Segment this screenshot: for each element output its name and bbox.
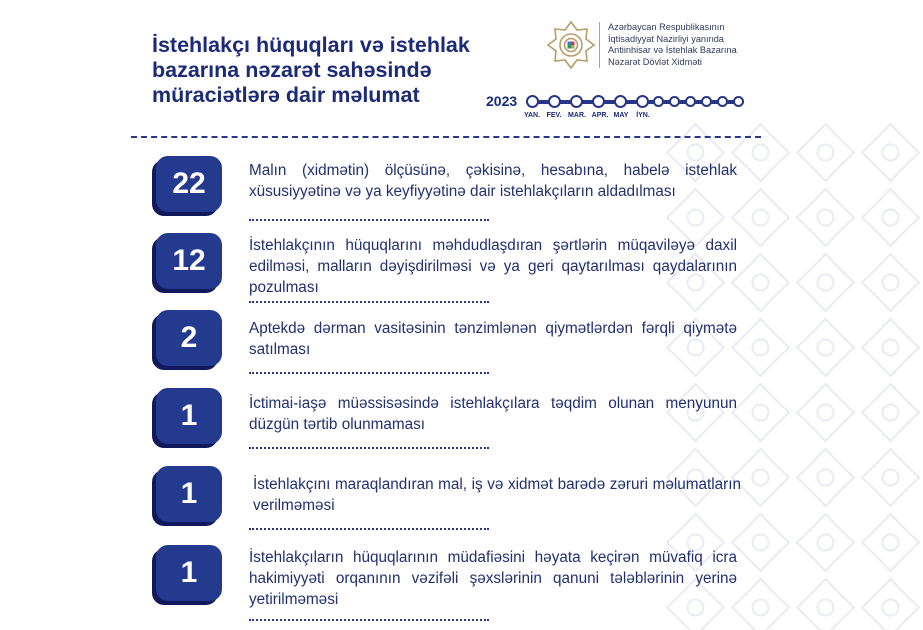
dotted-separator — [249, 219, 489, 221]
timeline-dot — [701, 96, 712, 107]
title-line-2: bazarına nəzarət sahəsində — [152, 58, 432, 82]
agency-name — [599, 22, 798, 68]
count-badge: 1 — [156, 466, 222, 522]
agency-line-2: İqtisadiyyat Nazirliyi yanında — [608, 33, 724, 44]
item-description: Malın (xidmətin) ölçüsünə, çəkisinə, hesabına, habelə istehlak xüsusiyyətinə və ya keyfiyyətinə dair istehlakçıların aldadılması — [249, 162, 737, 200]
dotted-separator — [249, 301, 489, 303]
timeline-month-label: YAN. — [523, 112, 541, 119]
timeline-month-label: APR. — [591, 112, 609, 119]
timeline-month-label: İYN. — [636, 112, 650, 119]
timeline-dot — [636, 95, 649, 108]
timeline-dot — [570, 95, 583, 108]
timeline-dot — [592, 95, 605, 108]
agency-line-1: Azərbaycan Respublikasının — [608, 22, 725, 32]
timeline-year: 2023 — [486, 93, 518, 109]
timeline-dot — [717, 96, 728, 107]
header-divider — [131, 136, 761, 138]
dotted-separator — [249, 619, 489, 621]
agency-line-3: Antiinhisar və İstehlak Bazarına — [608, 45, 737, 56]
item-description: İstehlakçını maraqlandıran mal, iş və xidmət barədə zəruri məlumatların verilməməsi — [253, 476, 741, 514]
timeline-month-label: MAY — [613, 112, 629, 119]
count-badge: 1 — [156, 545, 222, 601]
count-badge: 22 — [156, 156, 222, 212]
page-title — [152, 33, 532, 108]
timeline-month-label: MAR. — [568, 112, 586, 119]
count-badge: 1 — [156, 388, 222, 444]
month-timeline — [486, 89, 756, 123]
agency-emblem-icon — [546, 20, 596, 70]
timeline-dot — [733, 96, 744, 107]
count-badge: 12 — [156, 233, 222, 289]
timeline-dot — [614, 95, 627, 108]
dotted-separator — [249, 372, 489, 374]
timeline-dot — [685, 96, 696, 107]
agency-line-4: Nəzarət Dövlət Xidməti — [608, 56, 702, 67]
timeline-dot — [548, 95, 561, 108]
dotted-separator — [249, 528, 489, 530]
count-badge: 2 — [156, 310, 222, 366]
timeline-dot — [669, 96, 680, 107]
timeline-month-label: FEV. — [546, 112, 562, 119]
item-description: Aptekdə dərman vasitəsinin tənzimlənən qiymətlərdən fərqli qiymətə satılması — [249, 320, 737, 358]
title-line-1: İstehlakçı hüquqları və istehlak — [152, 33, 470, 57]
item-description: İstehlakçıların hüquqlarının müdafiəsini həyata keçirən müvafiq icra hakimiyyəti orqanının vəzifəli şəxslərinin qanuni tələblərinin yerinə yetirilməməsi — [249, 549, 737, 608]
timeline-dot — [653, 96, 664, 107]
dotted-separator — [249, 447, 489, 449]
timeline-dot — [526, 95, 539, 108]
title-line-3: müraciətlərə dair məlumat — [152, 83, 420, 107]
item-description: İctimai-iaşə müəssisəsində istehlakçılara təqdim olunan menyunun düzgün tərtib olunmaması — [249, 395, 737, 433]
item-description: İstehlakçının hüquqlarını məhdudlaşdıran şərtlərin müqaviləyə daxil edilməsi, malların dəyişdirilməsi və ya geri qaytarılması qaydalarının pozulması — [249, 237, 737, 296]
